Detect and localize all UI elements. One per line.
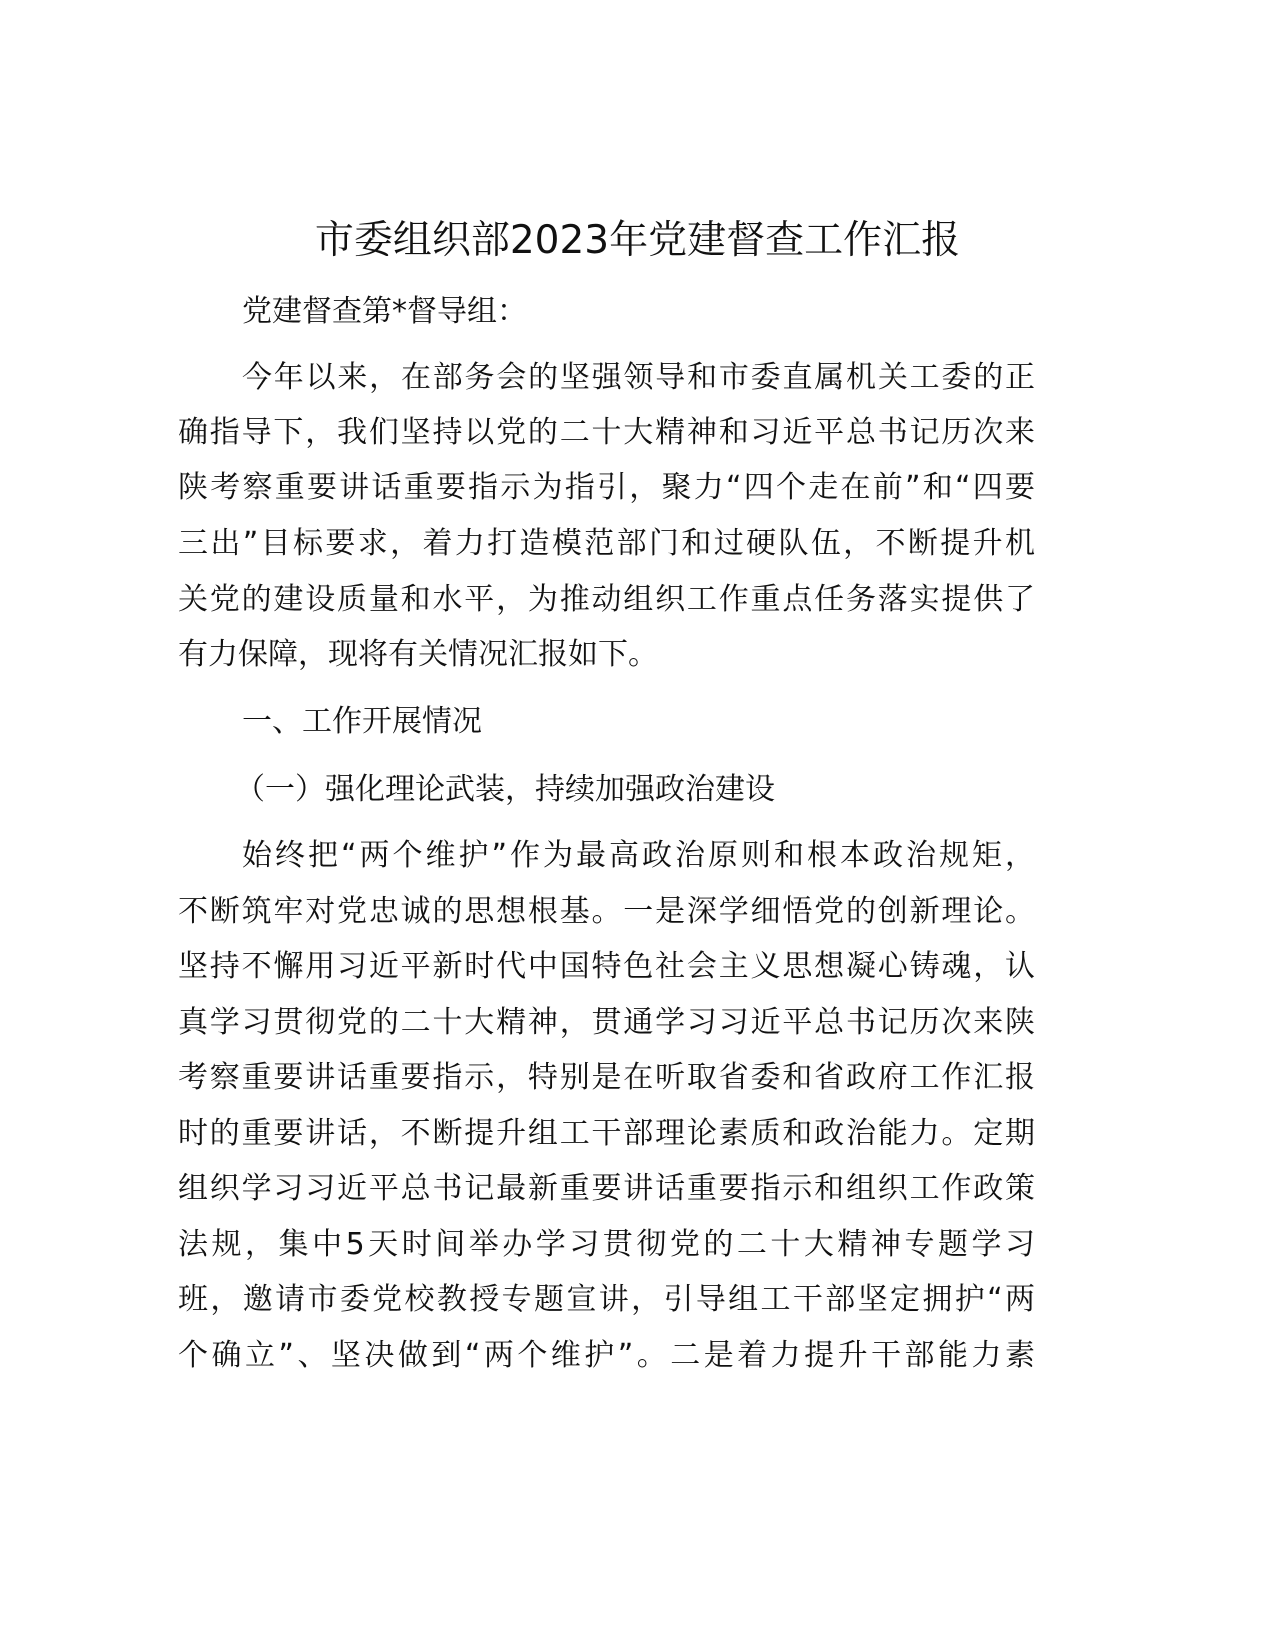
body-line: 时的重要讲话，不断提升组工干部理论素质和政治能力。定期: [178, 1116, 1035, 1151]
salutation: 党建督查第*督导组：: [242, 294, 527, 329]
intro-line: 关党的建设质量和水平，为推动组织工作重点任务落实提供了: [178, 582, 1035, 617]
intro-line: 确指导下，我们坚持以党的二十大精神和习近平总书记历次来: [178, 415, 1035, 450]
section-heading: 一、工作开展情况: [242, 704, 482, 739]
intro-line: 陕考察重要讲话重要指示为指引，聚力“四个走在前”和“四要: [178, 470, 1035, 505]
body-line: 班，邀请市委党校教授专题宣讲，引导组工干部坚定拥护“两: [178, 1282, 1035, 1317]
intro-line: 今年以来，在部务会的坚强领导和市委直属机关工委的正: [242, 360, 1035, 395]
body-line: 个确立”、坚决做到“两个维护”。二是着力提升干部能力素: [178, 1338, 1035, 1373]
body-line: 考察重要讲话重要指示，特别是在听取省委和省政府工作汇报: [178, 1060, 1035, 1095]
body-line: 组织学习习近平总书记最新重要讲话重要指示和组织工作政策: [178, 1171, 1035, 1206]
body-line: 真学习贯彻党的二十大精神，贯通学习习近平总书记历次来陕: [178, 1005, 1035, 1040]
intro-line: 有力保障，现将有关情况汇报如下。: [178, 637, 658, 672]
intro-line: 三出”目标要求，着力打造模范部门和过硬队伍，不断提升机: [178, 526, 1035, 561]
document-title: 市委组织部2023年党建督查工作汇报: [314, 218, 961, 263]
body-line: 法规，集中5天时间举办学习贯彻党的二十大精神专题学习: [178, 1227, 1035, 1262]
body-line: 不断筑牢对党忠诚的思想根基。一是深学细悟党的创新理论。: [178, 894, 1035, 929]
body-line: 始终把“两个维护”作为最高政治原则和根本政治规矩，: [242, 838, 1035, 873]
body-line: 坚持不懈用习近平新时代中国特色社会主义思想凝心铸魂，认: [178, 949, 1035, 984]
subsection-heading: （一）强化理论武装，持续加强政治建设: [235, 772, 775, 807]
